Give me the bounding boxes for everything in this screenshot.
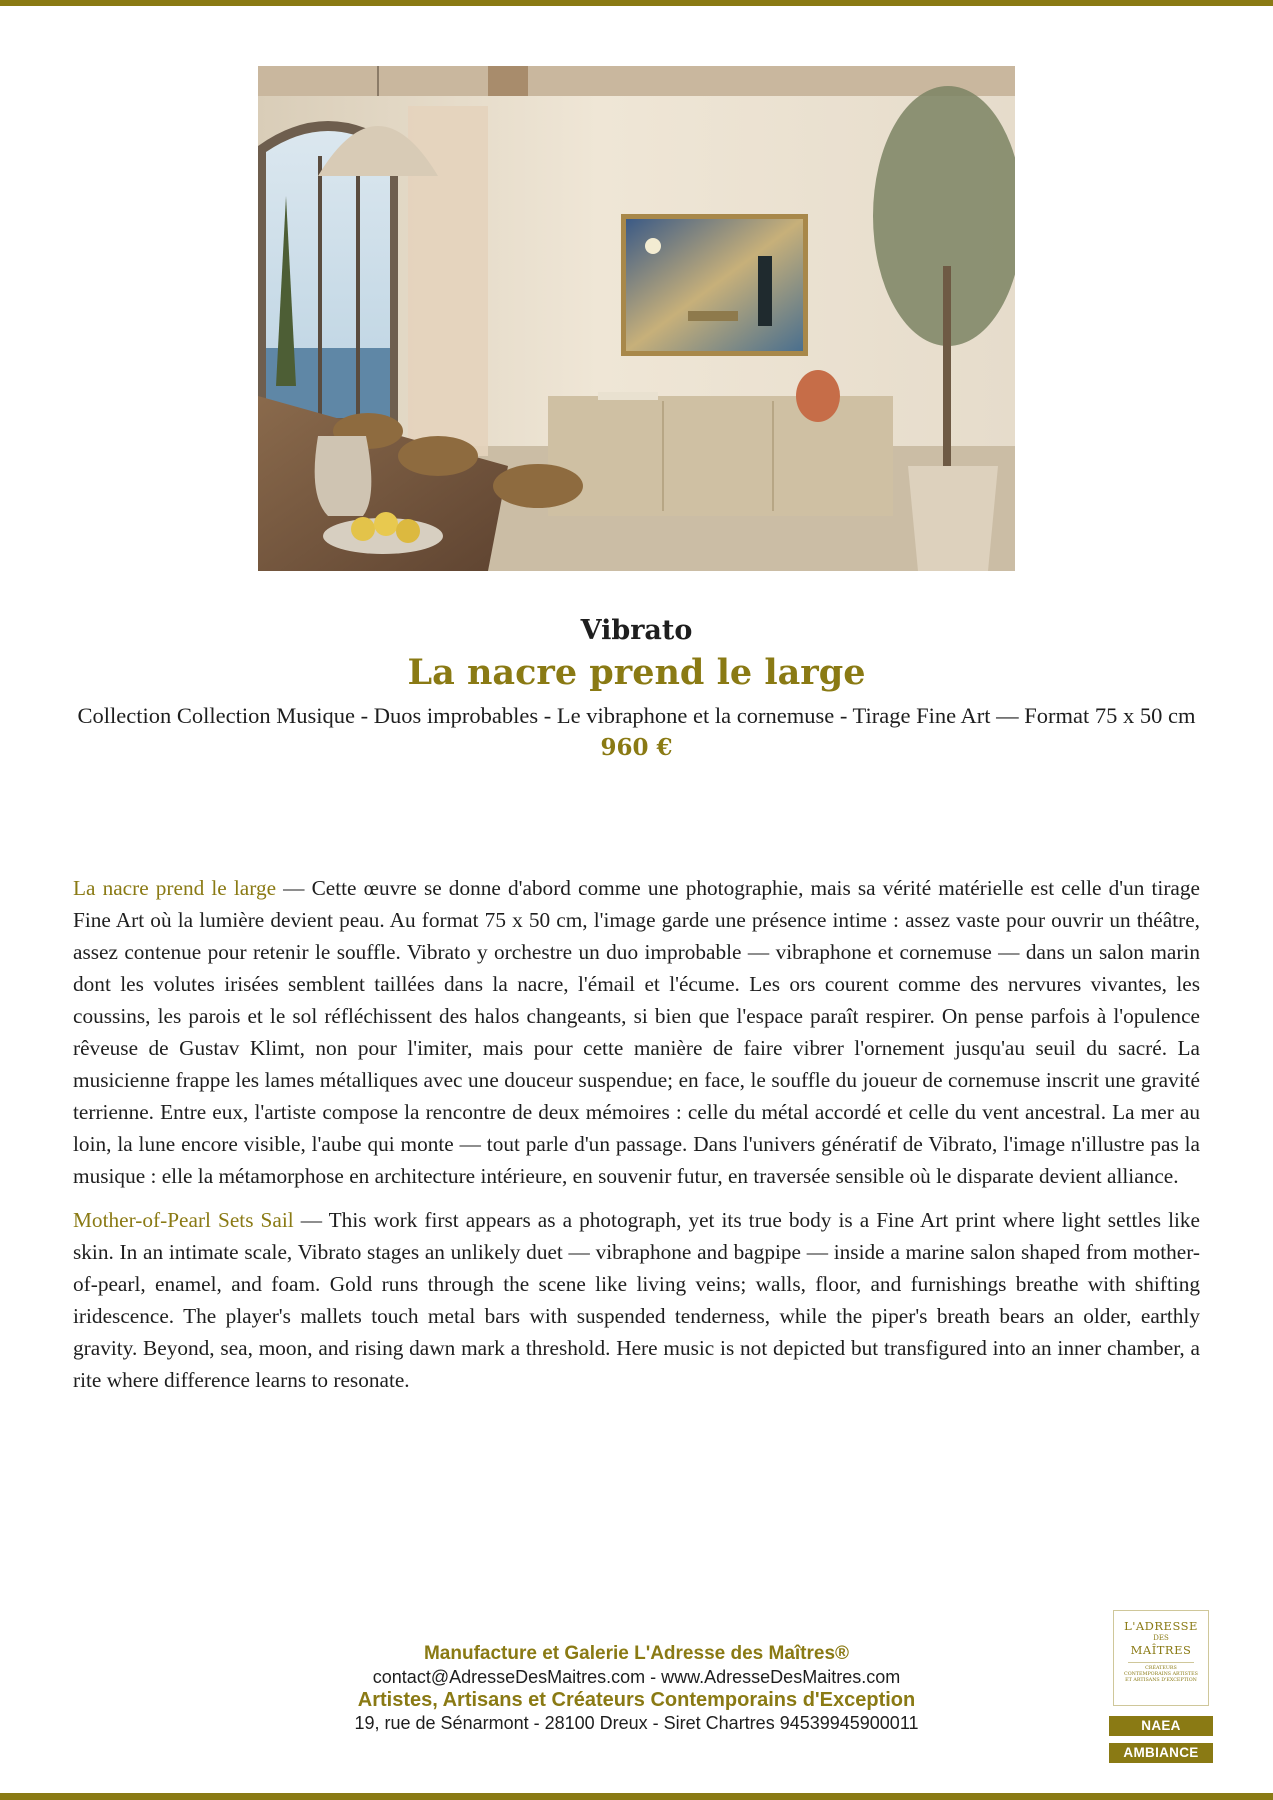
badge-naea: NAEA	[1109, 1716, 1213, 1736]
collection-line: Collection Collection Musique - Duos improbables - Le vibraphone et la cornemuse - Tirage Fine Art — Format 75 x 50 cm	[77, 703, 1196, 728]
gallery-logo	[1113, 1610, 1209, 1706]
top-rule	[0, 0, 1273, 6]
artwork-header	[60, 612, 1213, 764]
footer	[300, 1642, 973, 1734]
footer-company: Manufacture et Galerie L'Adresse des Maîtres®	[423, 1643, 850, 1664]
artist-name: Vibrato	[580, 615, 693, 646]
description-fr-lead: La nacre prend le large	[73, 876, 277, 900]
logo-line-3: MAÎTRES	[1130, 1643, 1192, 1657]
artwork-title: La nacre prend le large	[407, 652, 866, 693]
footer-address: 19, rue de Sénarmont - 28100 Dreux - Siret Chartres 94539945900011	[354, 1713, 919, 1733]
footer-contact: contact@AdresseDesMaitres.com - www.AdresseDesMaitres.com	[372, 1667, 901, 1687]
logo-line-4: CRÉATEURS CONTEMPORAINS ARTISTES ET ARTISANS D'EXCEPTION	[1124, 1666, 1198, 1683]
badge-ambiance: AMBIANCE	[1109, 1743, 1213, 1763]
price: 960 €	[600, 734, 673, 761]
description-fr-text: — Cette œuvre se donne d'abord comme une photographie, mais sa vérité matérielle est celle d'un tirage Fine Art où la lumière devient peau. Au format 75 x 50 cm, l'image garde une présence intime : assez vaste pour ouvrir un théâtre, assez contenue pour retenir le souffle. Vibrato y orchestre un duo improbable — vibraphone et cornemuse — dans un salon marin dont les volutes irisées semblent taillées dans la nacre, l'émail et l'écume. Les ors courent comme des nervures vivantes, les coussins, les parois et le sol réfléchissent des halos changeants, si bien que l'espace paraît respirer. On pense parfois à l'opulence rêveuse de Gustav Klimt, non pour l'imiter, mais pour cette manière de faire vibrer l'ornement jusqu'au seuil du sacré. La musicienne frappe les lames métalliques avec une douceur suspendue; en face, le souffle du joueur de cornemuse inscrit une gravité terrienne. Entre eux, l'artiste compose la rencontre de deux mémoires : celle du métal accordé et celle du vent ancestral. La mer au loin, la lune encore visible, l'aube qui monte — tout parle d'un passage. Dans l'univers génératif de Vibrato, l'image n'illustre pas la musique : elle la métamorphose en architecture intérieure, en souvenir futur, en traversée sensible où le disparate devient alliance.	[73, 876, 1200, 1188]
description	[73, 872, 1200, 1408]
logo-line-2: DES	[1153, 1634, 1169, 1642]
description-en-lead: Mother-of-Pearl Sets Sail	[73, 1208, 294, 1232]
artwork-room-photo	[258, 66, 1015, 571]
logo-line-1: L'ADRESSE	[1124, 1619, 1198, 1633]
description-fr	[73, 872, 1200, 1192]
bottom-rule	[0, 1793, 1273, 1800]
description-en-text: — This work first appears as a photograph, yet its true body is a Fine Art print where light settles like skin. In an intimate scale, Vibrato stages an unlikely duet — vibraphone and bagpipe — inside a marine salon shaped from mother-of-pearl, enamel, and foam. Gold runs through the scene like living veins; walls, floor, and furnishings breathe with shifting iridescence. The player's mallets touch metal bars with suspended tenderness, while the piper's breath bears an older, earthly gravity. Beyond, sea, moon, and rising dawn mark a threshold. Here music is not depicted but transfigured into an inner chamber, a rite where difference learns to resonate.	[73, 1208, 1201, 1392]
description-en	[73, 1204, 1200, 1396]
logo-divider	[1128, 1662, 1194, 1663]
footer-tagline: Artistes, Artisans et Créateurs Contemporains d'Exception	[357, 1689, 916, 1711]
